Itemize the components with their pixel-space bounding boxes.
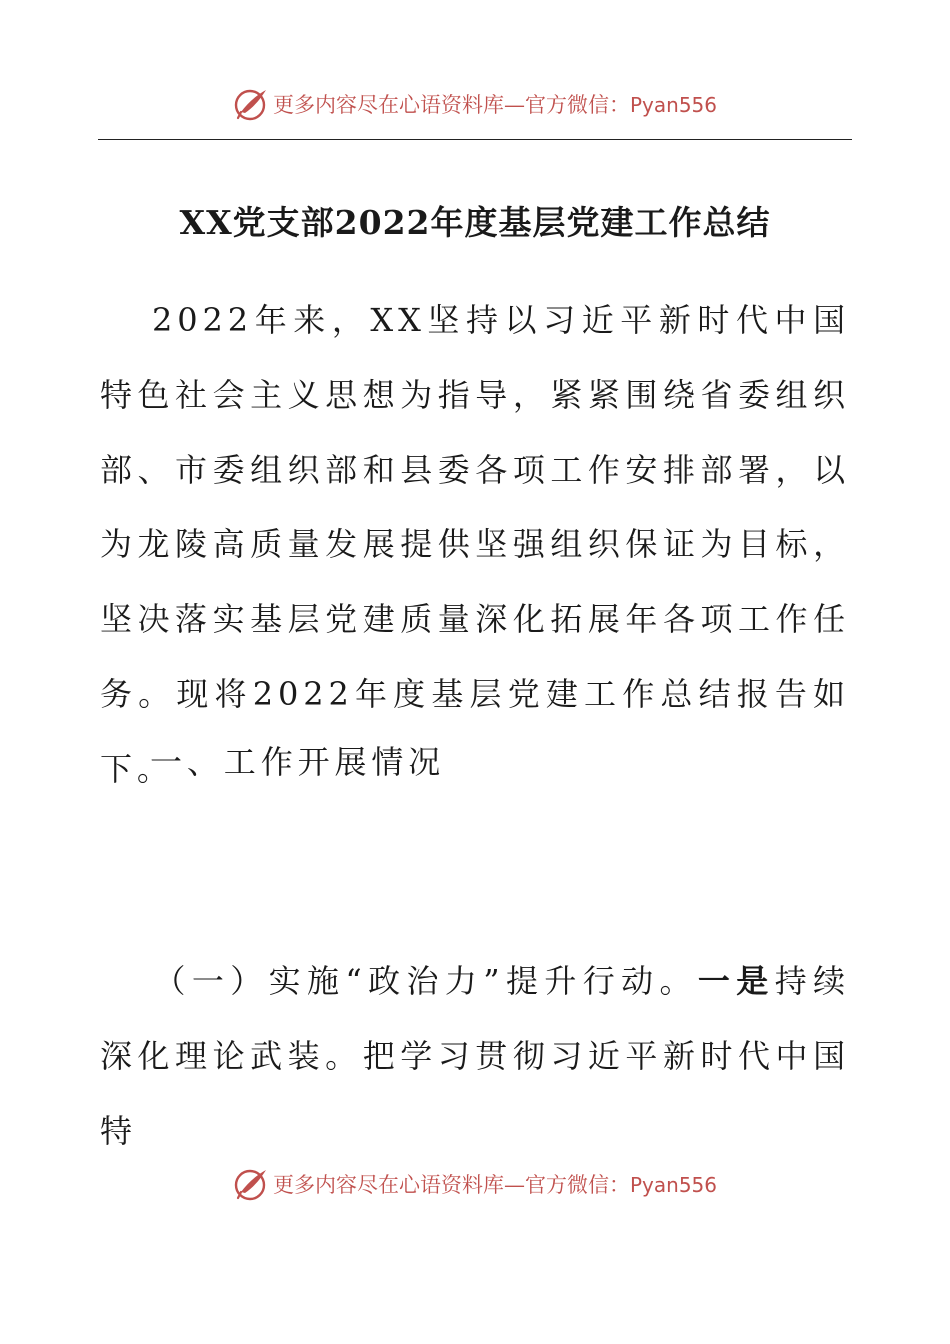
quill-logo-icon [233, 1166, 269, 1202]
watermark-id: Pyan556 [629, 93, 717, 117]
subsection-bold: 一是 [697, 962, 775, 1000]
watermark-text: 更多内容尽在心语资料库—官方微信： [272, 1173, 630, 1197]
section-heading: 一、工作开展情况 [150, 743, 446, 781]
header-watermark [0, 84, 950, 124]
subsection-rest: 持续深化理论武装。把学习贯彻习近平新时代中国特 [100, 962, 850, 1150]
subsection-paragraph [100, 944, 850, 1168]
subsection-lead: （一）实施“政治力”提升行动。 [152, 962, 698, 1000]
intro-text: 2022年来，XX坚持以习近平新时代中国特色社会主义思想为指导，紧紧围绕省委组织部、市委组织部和县委各项工作安排部署，以为龙陵高质量发展提供坚强组织保证为目标，坚决落实基层党建质量深化拓展年各项工作任务。现将2022年度基层党建工作总结报告如下。 [100, 301, 850, 788]
header-divider [98, 139, 852, 140]
footer-watermark [0, 1164, 950, 1204]
document-title: XX党支部2022年度基层党建工作总结 [179, 203, 771, 242]
watermark-text: 更多内容尽在心语资料库—官方微信： [272, 93, 630, 117]
quill-logo-icon [233, 86, 269, 122]
watermark-id: Pyan556 [629, 1173, 717, 1197]
